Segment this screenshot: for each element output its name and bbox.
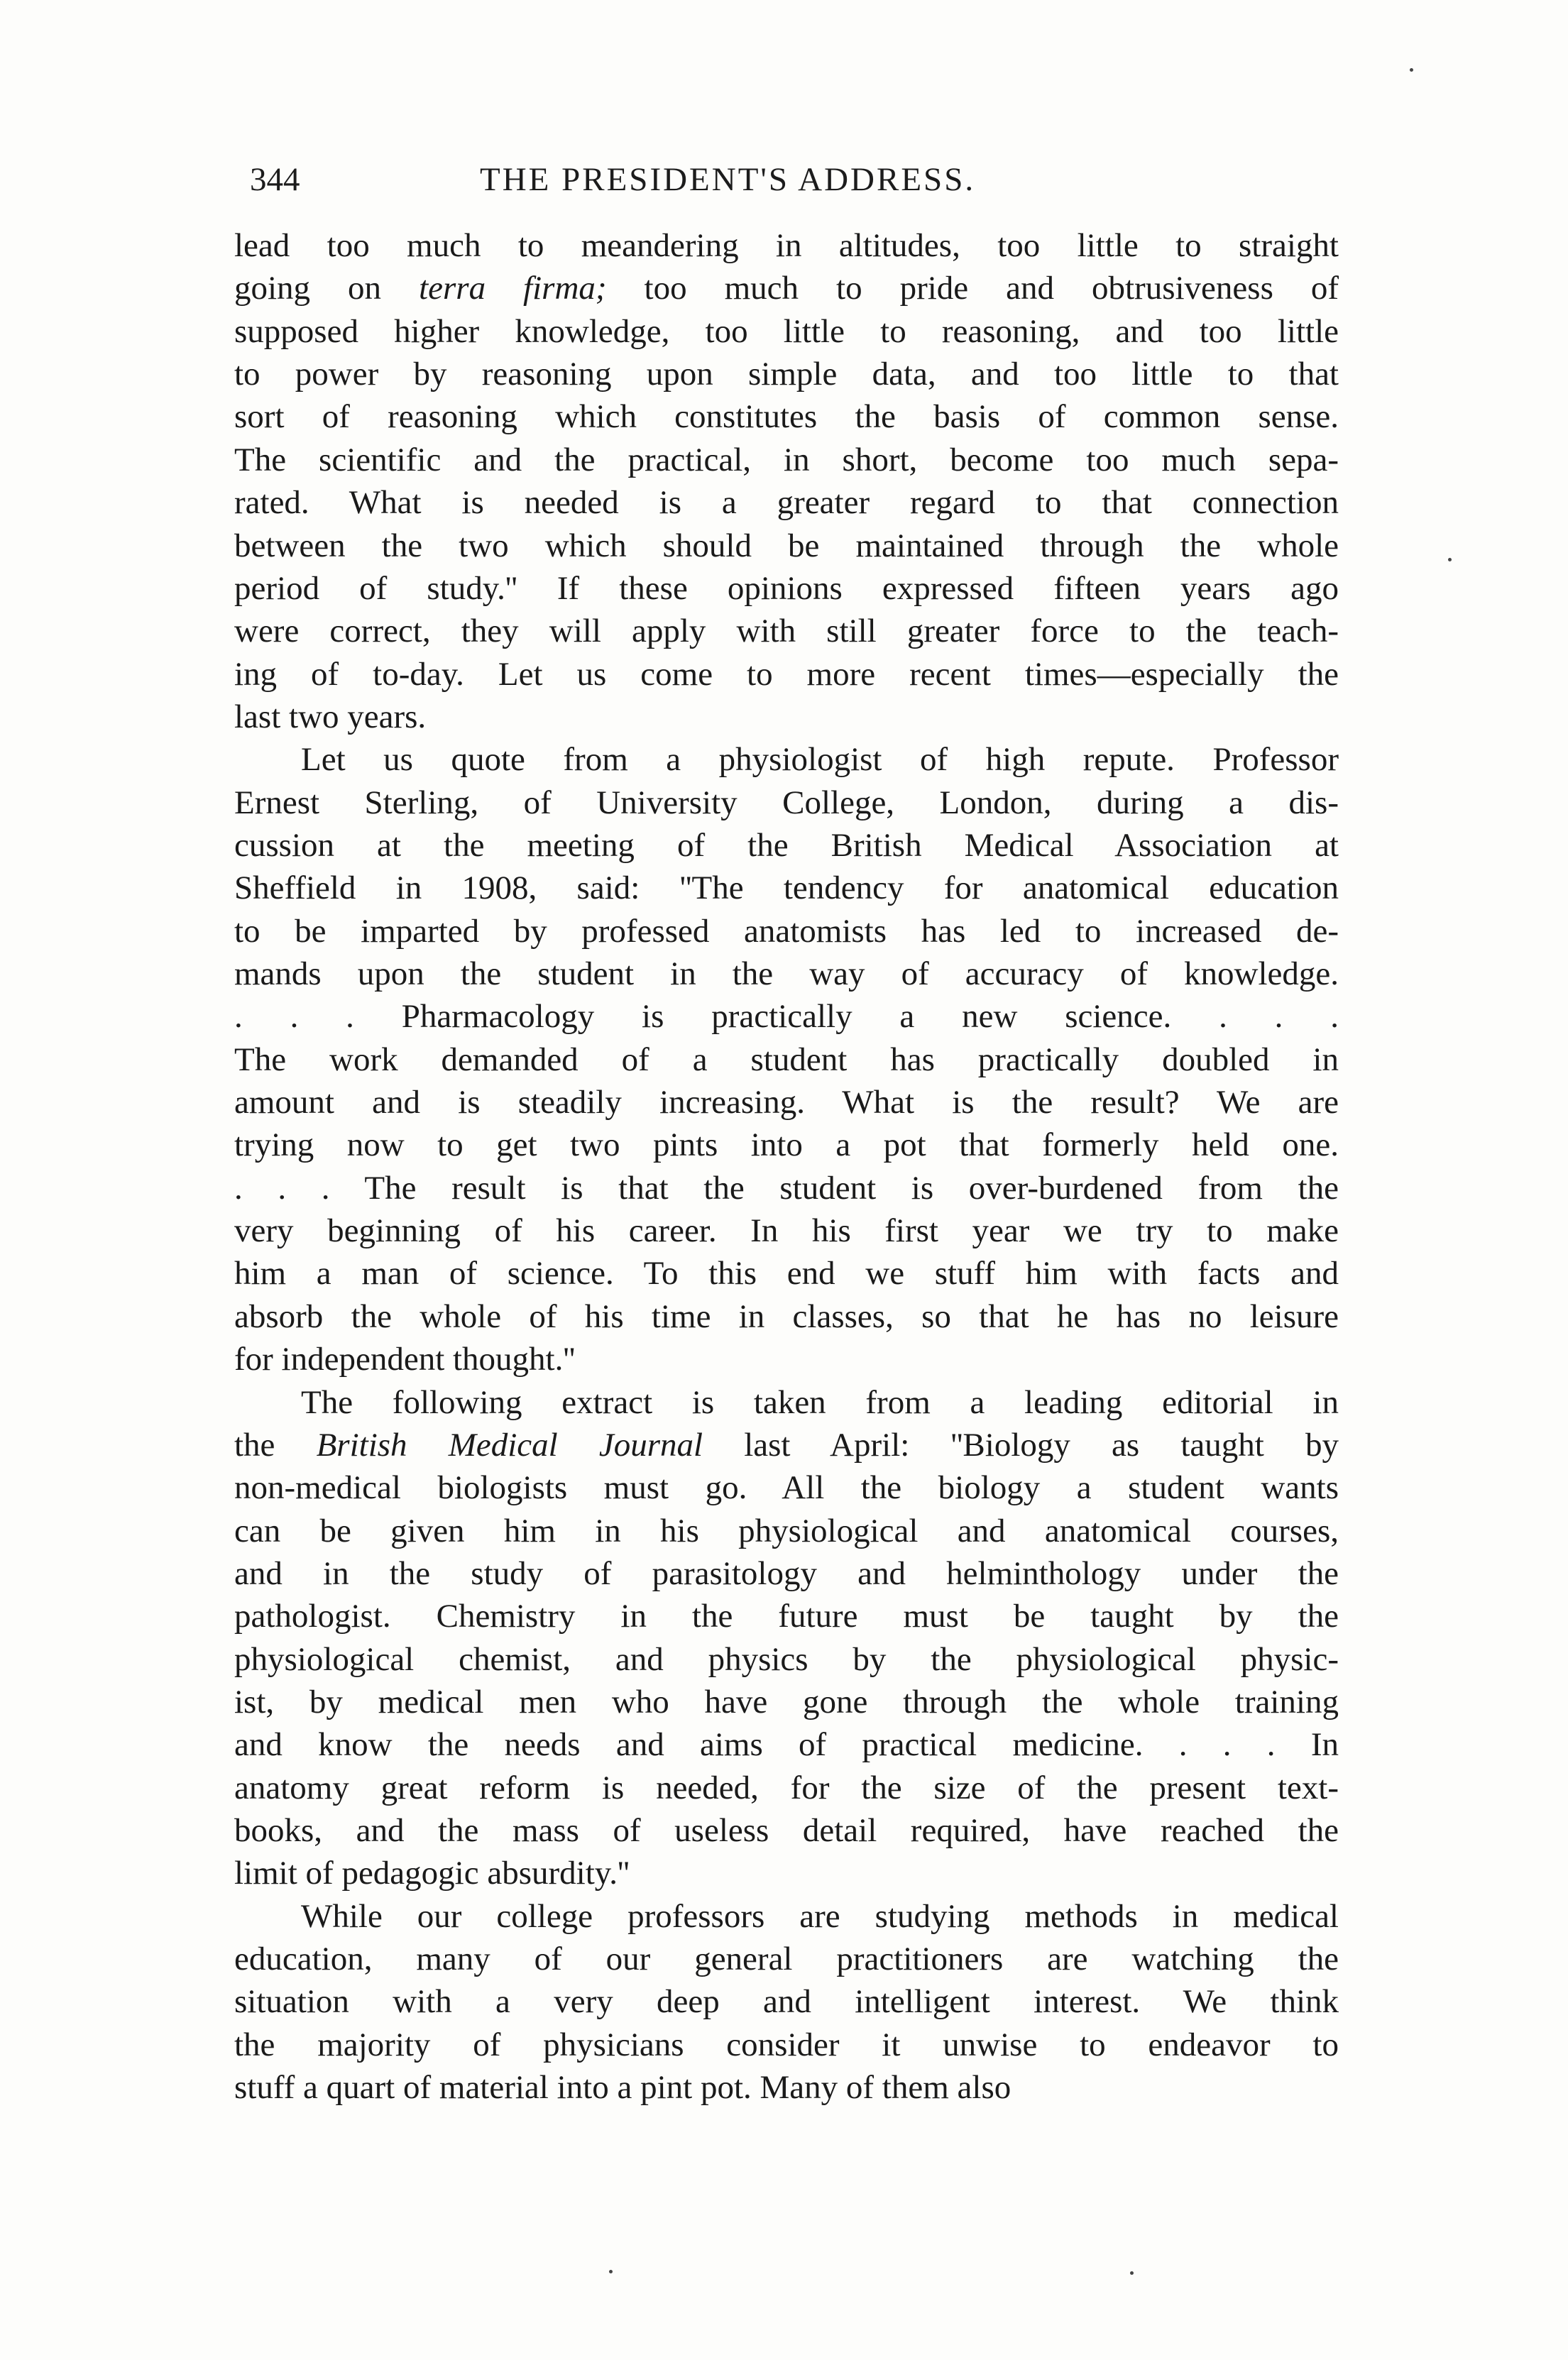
line-text: for independent thought.'' [234, 1341, 576, 1378]
italic-title: British Medical Journal [316, 1426, 703, 1464]
text-line [234, 1682, 1339, 1722]
text-line [234, 268, 1339, 308]
line-text: too much to pride and obtrusiveness of [606, 270, 1339, 307]
line-text: absorb the whole of his time in classes, so that he has no leisure [234, 1297, 1339, 1335]
line-text: . . . Pharmacology is practically a new science. . . . [234, 998, 1339, 1036]
text-line [234, 1768, 1339, 1808]
line-text: him a man of science. To this end we stuff him with facts and [234, 1255, 1339, 1292]
line-text: anatomy great reform is needed, for the size of the present text- [234, 1769, 1339, 1806]
scan-speck [1448, 558, 1452, 561]
text-line [234, 1425, 1339, 1465]
line-text: can be given him in his physiological and anatomical courses, [234, 1512, 1339, 1549]
text-line [234, 1082, 1339, 1122]
line-text: physiological chemist, and physics by the physiological physic- [234, 1640, 1339, 1678]
text-line [234, 997, 1339, 1036]
line-text: non-medical biologists must go. All the biology a student wants [234, 1469, 1339, 1507]
text-line [234, 440, 1339, 480]
text-line [234, 825, 1339, 865]
text-line [301, 1897, 1339, 1936]
line-text: The following extract is taken from a leading editorial in [301, 1383, 1339, 1421]
text-line [234, 1939, 1339, 1979]
line-text: . . . The result is that the student is over-burdened from the [234, 1169, 1339, 1207]
line-text: situation with a very deep and intelligent interest. We think [234, 1983, 1339, 2021]
text-line [234, 611, 1339, 651]
text-line [234, 1040, 1339, 1080]
line-text: supposed higher knowledge, too little to reasoning, and too little [234, 312, 1339, 350]
line-text: period of study.'' If these opinions expressed fifteen years ago [234, 569, 1339, 607]
text-line [234, 1253, 1339, 1293]
italic-title: terra firma; [419, 270, 607, 307]
line-text: trying now to get two pints into a pot that formerly held one. [234, 1126, 1339, 1164]
text-line [234, 954, 1339, 994]
line-text: were correct, they will apply with still greater force to the teach- [234, 613, 1339, 650]
text-line [234, 354, 1339, 394]
line-text: last April: ''Biology as taught by [703, 1426, 1339, 1464]
line-text: The scientific and the practical, in short, become too much sepa- [234, 441, 1339, 478]
line-text: the [234, 1426, 317, 1464]
line-text: to power by reasoning upon simple data, and too little to that [234, 356, 1339, 393]
running-title: THE PRESIDENT'S ADDRESS. [480, 161, 976, 198]
text-line [234, 2025, 1339, 2065]
line-text: rated. What is needed is a greater regard to that connection [234, 484, 1339, 522]
line-text: cussion at the meeting of the British Medical Association at [234, 826, 1339, 864]
line-text: stuff a quart of material into a pint pot. Many of them also [234, 2069, 1011, 2107]
text-line [234, 1511, 1339, 1551]
text-line [234, 1211, 1339, 1251]
text-line [234, 1596, 1339, 1636]
line-text: last two years. [234, 698, 427, 735]
scan-speck [1130, 2271, 1134, 2275]
line-text: mands upon the student in the way of accuracy of knowledge. [234, 955, 1339, 992]
text-line [234, 2068, 1339, 2107]
page-number: 344 [250, 161, 300, 198]
text-line [234, 1853, 1339, 1893]
text-line [234, 783, 1339, 823]
line-text: While our college professors are studying methods in medical [301, 1897, 1339, 1935]
text-line [234, 1811, 1339, 1850]
line-text: between the two which should be maintained through the whole [234, 527, 1339, 564]
text-line [234, 1640, 1339, 1679]
line-text: limit of pedagogic absurdity.'' [234, 1855, 630, 1892]
line-text: education, many of our general practitioners are watching the [234, 1941, 1339, 1977]
line-text: Ernest Sterling, of University College, London, during a dis- [234, 784, 1339, 821]
line-text: The work demanded of a student has practically doubled in [234, 1041, 1339, 1078]
text-line [234, 697, 1339, 737]
text-line [234, 526, 1339, 566]
text-line [234, 868, 1339, 908]
line-text: ist, by medical men who have gone through the whole training [234, 1683, 1339, 1720]
text-line [234, 1339, 1339, 1379]
text-line [301, 1383, 1339, 1422]
text-line [234, 654, 1339, 694]
line-text: Sheffield in 1908, said: ''The tendency for anatomical education [234, 869, 1339, 907]
text-line [234, 1982, 1339, 2021]
line-text: books, and the mass of useless detail required, have reached the [234, 1812, 1339, 1849]
line-text: going on [234, 270, 420, 307]
text-line [234, 1168, 1339, 1208]
line-text: pathologist. Chemistry in the future must be taught by the [234, 1598, 1339, 1635]
text-line [234, 911, 1339, 951]
line-text: ing of to-day. Let us come to more recent times—especially the [234, 655, 1339, 693]
text-line [234, 483, 1339, 522]
text-line [234, 226, 1339, 265]
line-text: and know the needs and aims of practical medicine. . . . In [234, 1726, 1339, 1764]
text-line [234, 1297, 1339, 1337]
line-text: Let us quote from a physiologist of high repute. Professor [301, 741, 1339, 779]
line-text: very beginning of his career. In his first year we try to make [234, 1212, 1339, 1249]
line-text: to be imparted by professed anatomists has led to increased de- [234, 912, 1339, 950]
text-line [234, 1725, 1339, 1764]
text-line [234, 397, 1339, 437]
text-line [234, 312, 1339, 351]
scan-speck [1410, 68, 1413, 72]
text-line [234, 1125, 1339, 1165]
line-text: sort of reasoning which constitutes the basis of common sense. [234, 398, 1339, 436]
text-line [234, 569, 1339, 608]
scan-speck [609, 2270, 613, 2273]
text-line [234, 1554, 1339, 1593]
text-line [234, 1468, 1339, 1508]
line-text: the majority of physicians consider it unwise to endeavor to [234, 2026, 1339, 2063]
text-line [301, 740, 1339, 779]
line-text: amount and is steadily increasing. What is the result? We are [234, 1084, 1339, 1121]
line-text: lead too much to meandering in altitudes, too little to straight [234, 227, 1339, 264]
line-text: and in the study of parasitology and helminthology under the [234, 1554, 1339, 1592]
